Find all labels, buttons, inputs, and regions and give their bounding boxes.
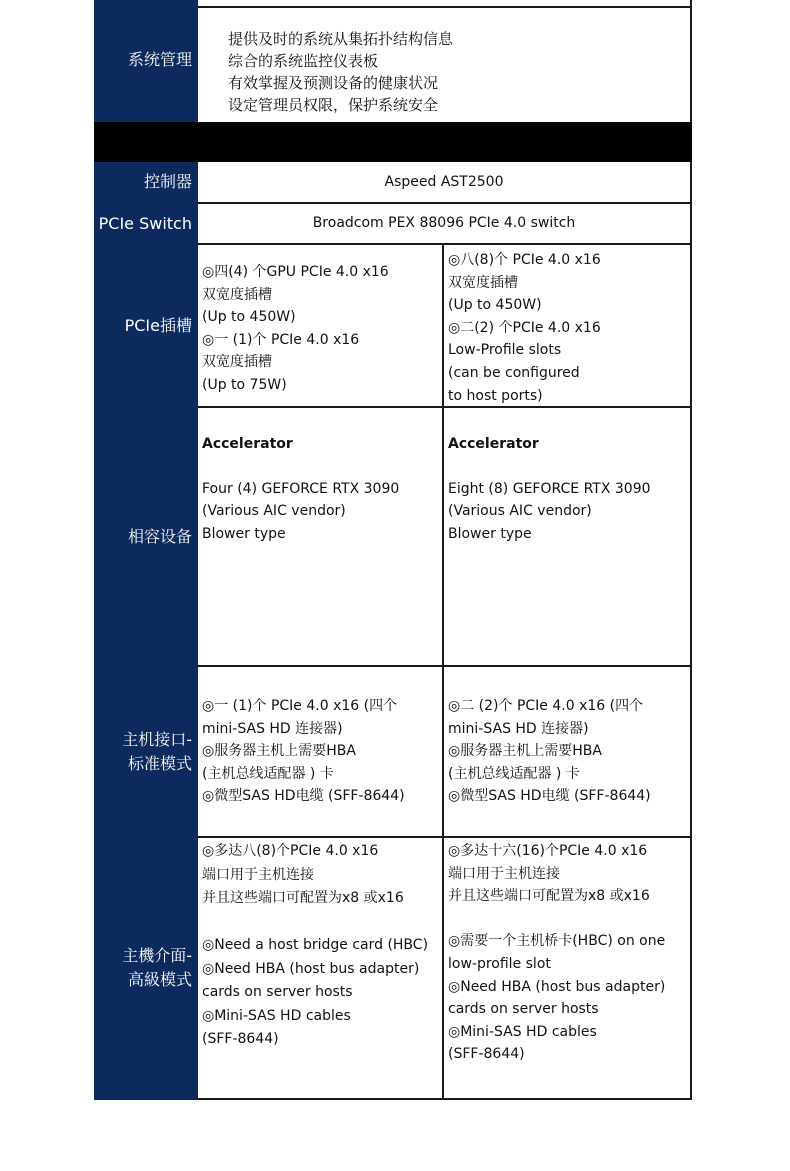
controller-value: Aspeed AST2500 — [198, 162, 692, 204]
pcie-switch-value: Broadcom PEX 88096 PCIe 4.0 switch — [198, 204, 692, 245]
host-advanced-left: ◎多达八(8)个PCIe 4.0 x16 端口用于主机连接 并且这些端口可配置为x8 或x16 ◎Need a host bridge card (HBC) ◎Need HBA (host bus adapter) cards on server hosts ◎Mini-SAS HD cables (SFF-8644) — [198, 838, 444, 1100]
row-label-pcie-slots — [94, 245, 198, 408]
row-label-host-advanced — [94, 838, 198, 1100]
management-features: 提供及时的系统从集拓扑结构信息 综合的系统监控仪表板 有效掌握及预测设备的健康状况 设定管理员权限，保护系统安全 — [198, 8, 692, 122]
compatible-left — [198, 408, 444, 667]
section-divider-bar — [94, 122, 692, 162]
row-label-host-standard — [94, 667, 198, 838]
host-standard-left: ◎一 (1)个 PCIe 4.0 x16 (四个 mini-SAS HD 连接器) ◎服务器主机上需要HBA (主机总线适配器 ) 卡 ◎微型SAS HD电缆 (SFF-8644) — [198, 667, 444, 838]
accelerator-title: Accelerator — [202, 435, 293, 452]
row-label-text: 控制器 — [143, 172, 192, 191]
accelerator-details: Eight (8) GEFORCE RTX 3090 (Various AIC vendor) Blower type — [448, 480, 651, 542]
row-label-controller — [94, 162, 198, 204]
accelerator-title: Accelerator — [448, 435, 539, 452]
row-label-management — [94, 0, 198, 122]
row-label-text: PCIe插槽 — [124, 315, 192, 335]
host-standard-right: ◎二 (2)个 PCIe 4.0 x16 (四个 mini-SAS HD 连接器) ◎服务器主机上需要HBA (主机总线适配器 ) 卡 ◎微型SAS HD电缆 (SFF-8644) — [444, 667, 692, 838]
row-label-compatible — [94, 408, 198, 667]
compatible-right — [444, 408, 692, 667]
pcie-slots-left: ◎四(4) 个GPU PCIe 4.0 x16 双宽度插槽 (Up to 450W) ◎一 (1)个 PCIe 4.0 x16 双宽度插槽 (Up to 75W) — [198, 245, 444, 408]
row-label-text: 主机接口- 标准模式 — [122, 729, 192, 773]
row-label-text: 主機介面- 高級模式 — [122, 946, 192, 989]
spec-table — [94, 0, 692, 1100]
row-label-text: 相容设备 — [127, 526, 192, 546]
top-border-line — [198, 0, 692, 8]
row-label-text: 系统管理 — [127, 50, 192, 69]
row-label-pcie-switch — [94, 204, 198, 245]
host-advanced-right: ◎多达十六(16)个PCIe 4.0 x16 端口用于主机连接 并且这些端口可配置为x8 或x16 ◎需要一个主机桥卡(HBC) on one low-profile slot ◎Need HBA (host bus adapter) cards on server hosts ◎Mini-SAS HD cables (SFF-8644) — [444, 838, 692, 1100]
accelerator-details: Four (4) GEFORCE RTX 3090 (Various AIC vendor) Blower type — [202, 480, 400, 542]
pcie-slots-right: ◎八(8)个 PCIe 4.0 x16 双宽度插槽 (Up to 450W) ◎二(2) 个PCIe 4.0 x16 Low-Profile slots (can be configured to host ports) — [444, 245, 692, 408]
row-label-text: PCIe Switch — [98, 213, 192, 233]
